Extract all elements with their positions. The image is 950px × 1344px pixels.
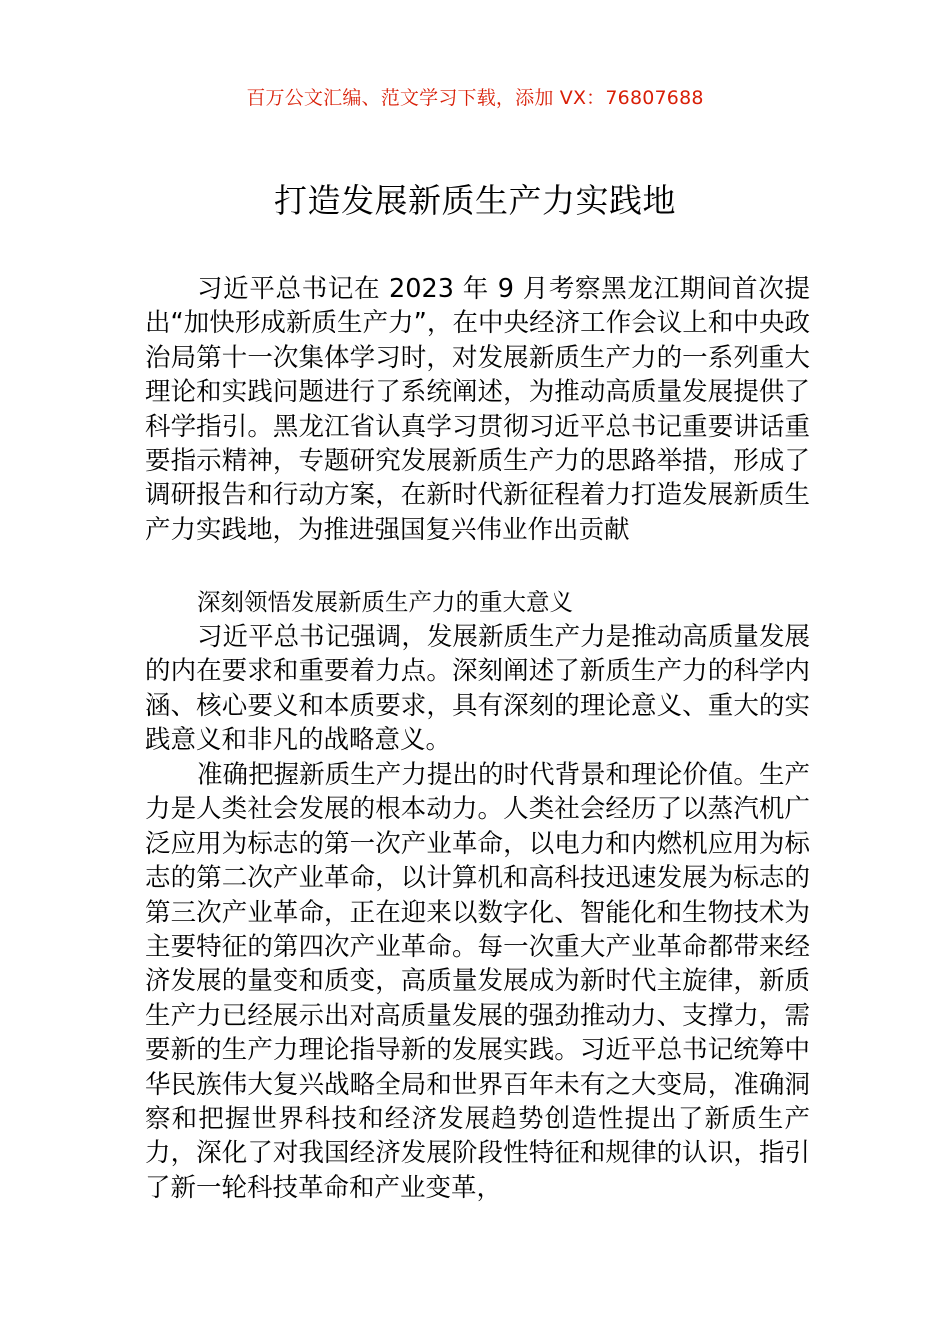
body-paragraph-background: 准确把握新质生产力提出的时代背景和理论价值。生产力是人类社会发展的根本动力。人类社会经历了以蒸汽机广泛应用为标志的第一次产业革命，以电力和内燃机应用为标志的第二次产业革命，以计算机和高科技迅速发展为标志的第三次产业革命，正在迎来以数字化、智能化和生物技术为主要特征的第四次产业革命。每一次重大产业革命都带来经济发展的量变和质变，高质量发展成为新时代主旋律，新质生产力已经展示出对高质量发展的强劲推动力、支撑力，需要新的生产力理论指导新的发展实践。习近平总书记统筹中华民族伟大复兴战略全局和世界百年未有之大变局，准确洞察和把握世界科技和经济发展趋势创造性提出了新质生产力，深化了对我国经济发展阶段性特征和规律的认识，指引了新一轮科技革命和产业变革， [145,760,810,1203]
section-heading: 深刻领悟发展新质生产力的重大意义 [197,588,573,616]
header-watermark-note: 百万公文汇编、范文学习下载，添加 VX：76807688 [246,87,704,109]
body-paragraph-significance: 习近平总书记强调，发展新质生产力是推动高质量发展的内在要求和重要着力点。深刻阐述了新质生产力的科学内涵、核心要义和本质要求，具有深刻的理论意义、重大的实践意义和非凡的战略意义。 [145,622,810,756]
body-paragraph-intro: 习近平总书记在 2023 年 9 月考察黑龙江期间首次提出“加快形成新质生产力”，在中央经济工作会议上和中央政治局第十一次集体学习时，对发展新质生产力的一系列重大理论和实践问题进行了系统阐述，为推动高质量发展提供了科学指引。黑龙江省认真学习贯彻习近平总书记重要讲话重要指示精神，专题研究发展新质生产力的思路举措，形成了调研报告和行动方案，在新时代新征程着力打造发展新质生产力实践地，为推进强国复兴伟业作出贡献 [145,274,810,545]
document-title: 打造发展新质生产力实践地 [274,181,676,220]
